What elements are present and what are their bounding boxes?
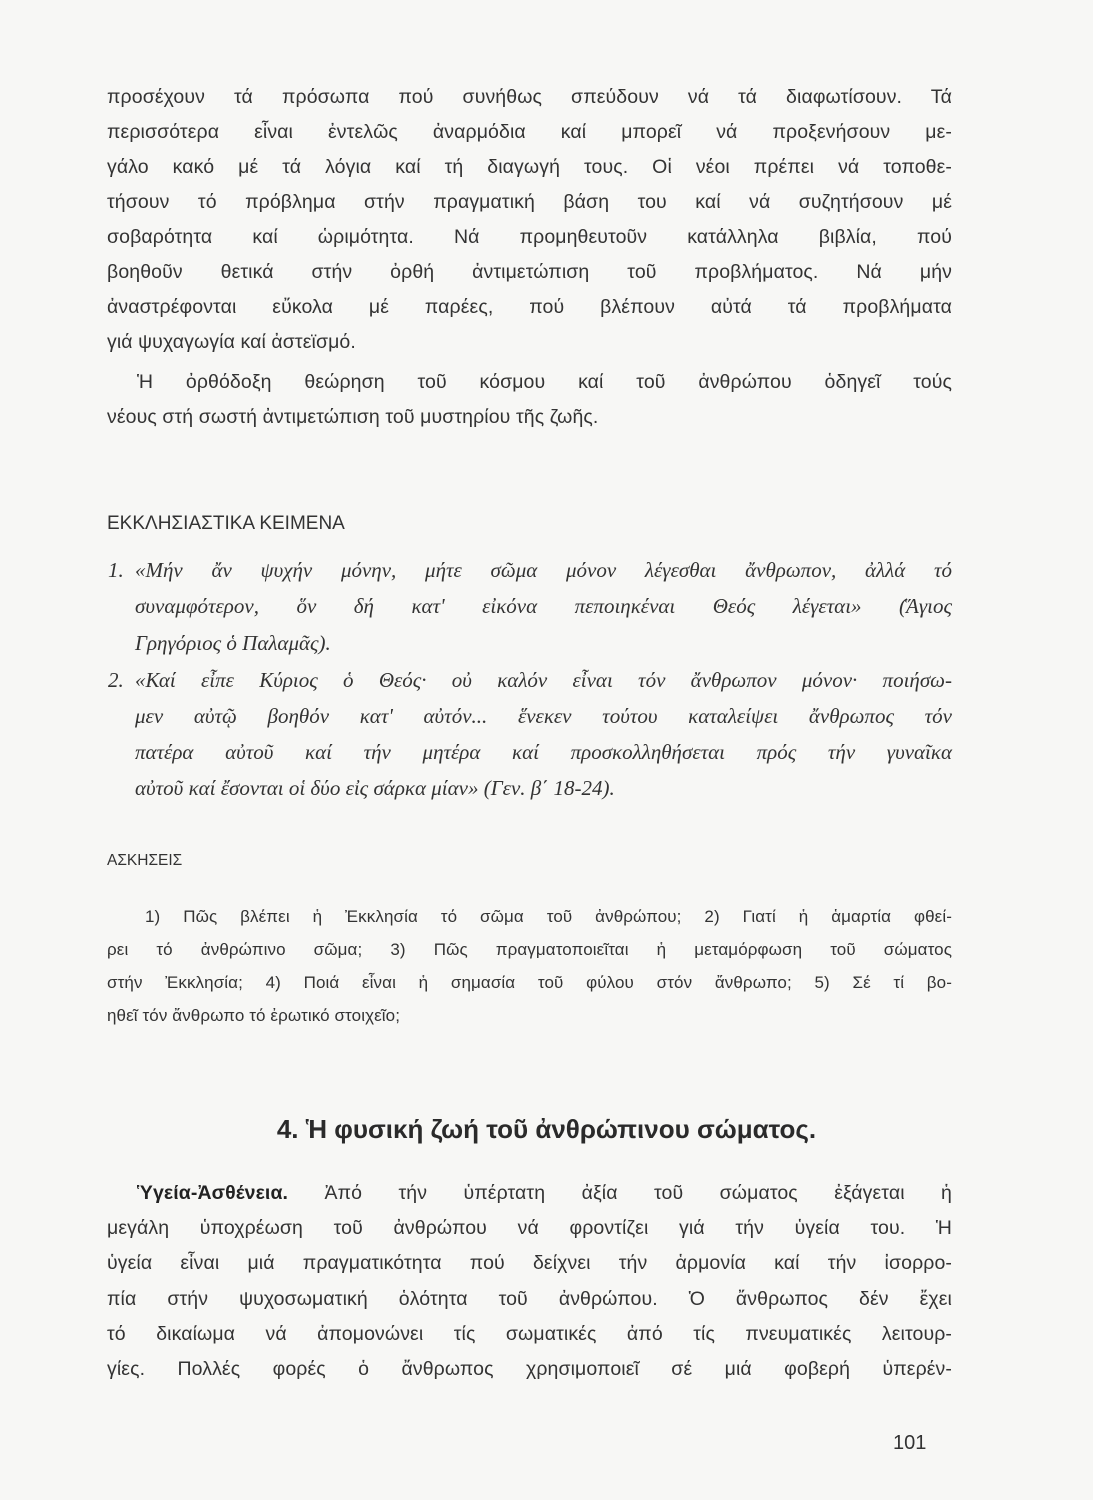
text-line: γιά ψυχαγωγία καί ἀστεϊσμό. bbox=[107, 331, 356, 353]
text-line: Ἡ ὀρθόδοξη θεώρηση τοῦ κόσμου καί τοῦ ἀνθρώπου ὁδηγεῖ τούς bbox=[137, 371, 952, 393]
text-line: περισσότερα εἶναι ἐντελῶς ἀναρμόδια καί μπορεῖ νά προξενήσουν με- bbox=[107, 121, 952, 143]
text-segment: Ἀπό τήν ὑπέρτατη ἀξία τοῦ σώματος ἐξάγεται ἡ bbox=[324, 1182, 952, 1204]
quote-line: «Μήν ἄν ψυχήν μόνην, μήτε σῶμα μόνον λέγεσθαι ἄνθρωπον, ἀλλά τό bbox=[135, 558, 952, 582]
text-line: ὑγεία εἶναι μιά πραγματικότητα πού δείχνει τήν ἁρμονία καί τήν ἰσορρο- bbox=[107, 1252, 952, 1274]
text-line: τήσουν τό πρόβλημα στήν πραγματική βάση του καί νά συζητήσουν μέ bbox=[107, 191, 952, 213]
exercise-line: στήν Ἐκκλησία; 4) Ποιά εἶναι ἡ σημασία τοῦ φύλου στόν ἄνθρωπο; 5) Σέ τί βο- bbox=[107, 973, 952, 992]
text-line: βοηθοῦν θετικά στήν ὀρθή ἀντιμετώπιση τοῦ προβλήματος. Νά μήν bbox=[107, 261, 952, 283]
text-line: νέους στή σωστή ἀντιμετώπιση τοῦ μυστηρίου τῆς ζωῆς. bbox=[107, 406, 599, 428]
quote-line: μεν αὐτῷ βοηθόν κατ' αὐτόν... ἕνεκεν τούτου καταλείψει ἄνθρωπος τόν bbox=[135, 704, 952, 728]
text-line: μεγάλη ὑποχρέωση τοῦ ἀνθρώπου νά φροντίζει γιά τήν ὑγεία του. Ἡ bbox=[107, 1217, 952, 1239]
quote-line: αὐτοῦ καί ἔσονται οἱ δύο εἰς σάρκα μίαν» (Γεν. β΄ 18-24). bbox=[135, 776, 615, 800]
quote-line: Γρηγόριος ὁ Παλαμᾶς). bbox=[135, 631, 331, 655]
quote-line: «Καί εἶπε Κύριος ὁ Θεός· οὐ καλόν εἶναι τόν ἄνθρωπον μόνον· ποιήσω- bbox=[135, 668, 952, 692]
page-number: 101 bbox=[893, 1432, 927, 1454]
text-line: προσέχουν τά πρόσωπα πού συνήθως σπεύδουν νά τά διαφωτίσουν. Τά bbox=[107, 86, 952, 108]
text-line: σοβαρότητα καί ὡριμότητα. Νά προμηθευτοῦν κατάλληλα βιβλία, πού bbox=[107, 226, 952, 248]
exercise-line: ηθεῖ τόν ἄνθρωπο τό ἐρωτικό στοιχεῖο; bbox=[107, 1006, 401, 1025]
chapter-title: 4. Ἡ φυσική ζωή τοῦ ἀνθρώπινου σώματος. bbox=[276, 1114, 817, 1144]
text-line: γάλο κακό μέ τά λόγια καί τή διαγωγή τους. Οἱ νέοι πρέπει νά τοποθε- bbox=[107, 156, 952, 178]
section-lead: Ὑγεία-Ἀσθένεια. bbox=[137, 1182, 289, 1204]
text-line: γίες. Πολλές φορές ὁ ἄνθρωπος χρησιμοποιεῖ σέ μιά φοβερή ὑπερέν- bbox=[107, 1358, 952, 1380]
quote-line: πατέρα αὐτοῦ καί τήν μητέρα καί προσκολληθήσεται πρός τήν γυναῖκα bbox=[135, 740, 952, 764]
exercise-line: 1) Πῶς βλέπει ἡ Ἐκκλησία τό σῶμα τοῦ ἀνθρώπου; 2) Γιατί ἡ ἁμαρτία φθεί- bbox=[145, 907, 952, 926]
exercises-heading: ΑΣΚΗΣΕΙΣ bbox=[107, 852, 183, 869]
item-number: 2. bbox=[108, 668, 124, 692]
exercise-line: ρει τό ἀνθρώπινο σῶμα; 3) Πῶς πραγματοποιεῖται ἡ μεταμόρφωση τοῦ σώματος bbox=[107, 940, 952, 959]
quote-line: συναμφότερον, ὅν δή κατ' εἰκόνα πεποιηκέναι Θεός λέγεται» (Ἅγιος bbox=[135, 594, 952, 618]
text-line: τό δικαίωμα νά ἀπομονώνει τίς σωματικές ἀπό τίς πνευματικές λειτουρ- bbox=[107, 1323, 952, 1345]
text-line: πία στήν ψυχοσωματική ὁλότητα τοῦ ἀνθρώπου. Ὁ ἄνθρωπος δέν ἔχει bbox=[107, 1288, 952, 1310]
text-line: ἀναστρέφονται εὔκολα μέ παρέες, πού βλέπουν αὐτά τά προβλήματα bbox=[107, 296, 952, 318]
text-line bbox=[137, 1184, 952, 1204]
item-number: 1. bbox=[108, 558, 124, 582]
church-texts-heading: ΕΚΚΛΗΣΙΑΣΤΙΚΑ ΚΕΙΜΕΝΑ bbox=[107, 513, 345, 534]
